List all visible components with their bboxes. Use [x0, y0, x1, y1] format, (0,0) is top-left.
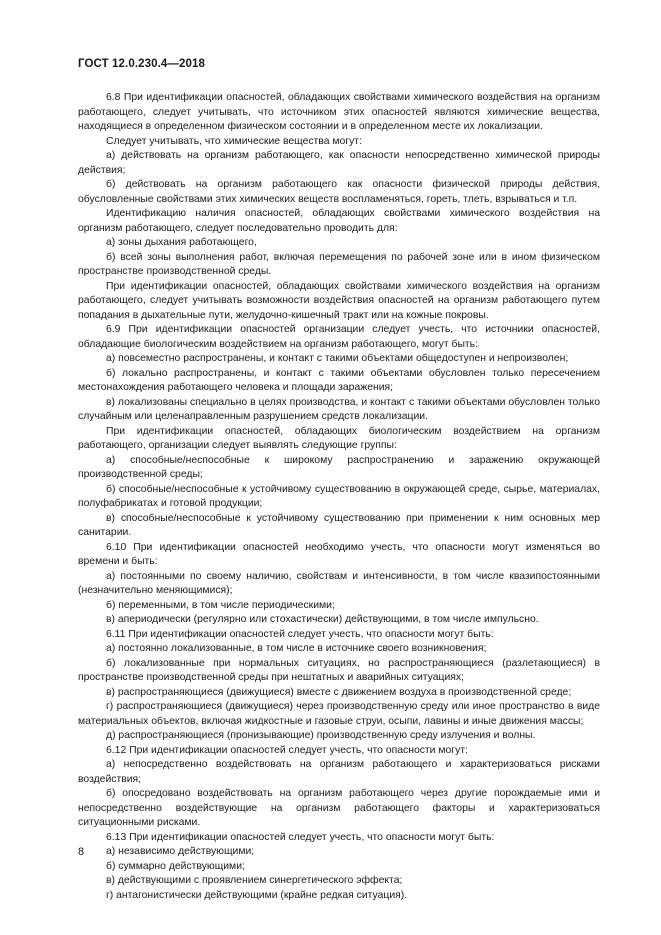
list-item: в) локализованы специально в целях производства, и контакт с такими объектами обусловлен только случайным или целенаправленным разрушением средств локализации. [78, 396, 600, 422]
document-body [78, 91, 600, 903]
list-item: б) способные/неспособные к устойчивому существованию в окружающей среде, сырье, материалах, полуфабрикатах и готовой продукции; [78, 483, 600, 509]
list-item: б) опосредовано воздействовать на организм работающего через другие порождаемые ими и непосредственно воздействующие на организм работающего факторы и характеризоваться ситуационными рисками. [78, 788, 600, 828]
list-item: а) постоянно локализованные, в том числе в источнике своего возникновения; [106, 643, 487, 654]
list-item: б) локализованные при нормальных ситуациях, но распространяющиеся (разлетающиеся) в пространстве производственной среды при нештатных и аварийных ситуациях; [78, 657, 600, 683]
page-header-standard-title: ГОСТ 12.0.230.4—2018 [78, 58, 205, 70]
list-item: а) постоянными по своему наличию, свойствам и интенсивности, в том числе квазипостоянными (незначительно меняющимися); [78, 570, 600, 596]
list-item: в) апериодически (регулярно или стохастически) действующими, в том числе импульсно. [106, 614, 539, 625]
list-item: в) распространяющиеся (движущиеся) вместе с движением воздуха в производственной среде; [106, 686, 572, 698]
list-item: г) антагонистически действующими (крайне редкая ситуация). [106, 889, 408, 901]
list-item: а) действовать на организм работающего, как опасности непосредственно химической природы действия; [78, 150, 600, 176]
paragraph-6-8: 6.8 При идентификации опасностей, обладающих свойствами химического воздействия на организм работающего, следует учитывать, что источником этих опасностей являются химические вещества, находящиеся в определенном физическом состоянии и в определенном месте их локализации. [78, 92, 600, 132]
paragraph-6-11: 6.11 При идентификации опасностей следует учесть, что опасности могут быть: [106, 628, 494, 640]
list-item: б) действовать на организм работающего как опасности физической природы действия, обусловленные свойствами этих химических веществ воспламеняться, гореть, тлеть, взрываться и т.п. [78, 179, 600, 205]
list-item: б) суммарно действующими; [106, 860, 245, 872]
list-item: а) повсеместно распространены, и контакт с такими объектами общедоступен и непроизволен; [106, 353, 569, 364]
paragraph-6-12: 6.12 При идентификации опасностей следует учесть, что опасности могут: [106, 744, 468, 756]
list-item: а) непосредственно воздействовать на организм работающего и характеризоваться рисками воздействия; [78, 759, 600, 785]
list-item: б) всей зоны выполнения работ, включая перемещения по рабочей зоне или в ином физическом пространстве производственной среды. [78, 251, 600, 277]
list-item: д) распространяющиеся (пронизывающие) производственную среду излучения и волны. [106, 730, 536, 741]
list-item: а) способные/неспособные к широкому распространению и заражению окружающей производственной среды; [78, 454, 600, 480]
list-item: г) распространяющиеся (движущиеся) через производственную среду или иное пространство в виде материальных объектов, включая жидкостные и газовые струи, осыпи, лавины и иные движения массы; [78, 701, 600, 727]
paragraph: При идентификации опасностей, обладающих биологическим воздействием на организм работающего, организации следует выявлять следующие группы: [78, 425, 600, 451]
list-item: в) действующими с проявлением синергетического эффекта; [106, 875, 403, 886]
paragraph: Следует учитывать, что химические вещества могут: [106, 135, 362, 147]
list-item: б) локально распространены, и контакт с такими объектами обусловлен только пересечением местонахождения работающего человека и площади заражения; [78, 367, 600, 393]
list-item: а) независимо действующими; [106, 846, 255, 857]
paragraph: Идентификацию наличия опасностей, обладающих свойствами химического воздействия на организм работающего, следует последовательно проводить для: [78, 208, 600, 234]
paragraph-6-10: 6.10 При идентификации опасностей необходимо учесть, что опасности могут изменяться во времени и быть: [78, 541, 600, 567]
page-number: 8 [78, 846, 85, 858]
paragraph: При идентификации опасностей, обладающих свойствами химического воздействия на организм работающего, следует учитывать возможности воздействия опасностей на организм работающего путем попадания в дыхательные пути, желудочно-кишечный тракт или на кожные покровы. [78, 280, 600, 321]
paragraph-6-13: 6.13 При идентификации опасностей следует учесть, что опасности могут быть: [106, 831, 495, 843]
paragraph-6-9: 6.9 При идентификации опасностей организации следует учесть, что источники опасностей, обладающие биологическим воздействием на организм работающего, могут быть: [78, 324, 600, 350]
list-item: в) способные/неспособные к устойчивому существованию при применении к ним основных мер санитарии. [78, 512, 600, 538]
list-item: б) переменными, в том числе периодическими; [106, 599, 335, 611]
list-item: а) зоны дыхания работающего, [106, 237, 257, 248]
